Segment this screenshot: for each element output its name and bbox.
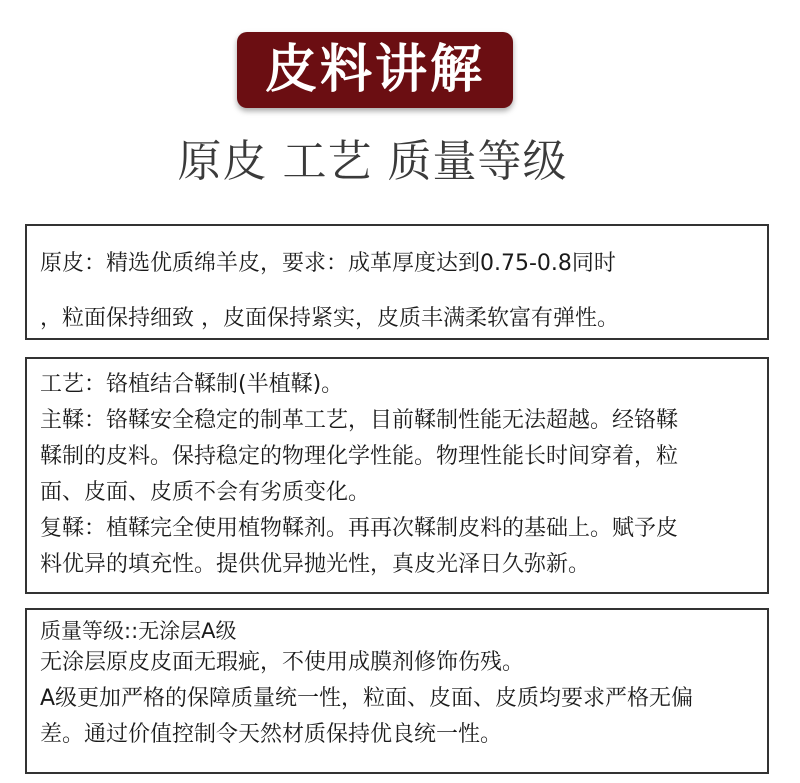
grade-line-2: 无涂层原皮皮面无瑕疵，不使用成膜剂修饰伤残。	[40, 650, 525, 675]
raw-leather-panel	[25, 224, 769, 340]
craft-line-3: 鞣制的皮料。保持稳定的物理化学性能。物理性能长时间穿着，粒	[40, 444, 679, 469]
grade-panel	[25, 608, 769, 774]
grade-line-4: 差。通过价值控制令天然材质保持优良统一性。	[40, 722, 503, 747]
craft-line-2: 主鞣：铬鞣安全稳定的制革工艺，目前鞣制性能无法超越。经铬鞣	[40, 408, 679, 433]
craft-line-5: 复鞣：植鞣完全使用植物鞣剂。再再次鞣制皮料的基础上。赋予皮	[40, 516, 679, 541]
raw-leather-line-1: 原皮：精选优质绵羊皮，要求：成革厚度达到0.75-0.8同时	[40, 251, 616, 276]
grade-line-1: 质量等级::无涂层A级	[40, 619, 237, 643]
page-title: 皮料讲解	[264, 40, 485, 100]
craft-line-1: 工艺：铬植结合鞣制(半植鞣)。	[40, 372, 344, 397]
craft-line-6: 料优异的填充性。提供优异抛光性，真皮光泽日久弥新。	[40, 552, 591, 577]
title-badge	[237, 32, 513, 108]
craft-line-4: 面、皮面、皮质不会有劣质变化。	[40, 480, 371, 505]
raw-leather-line-2: ，粒面保持细致 ，皮面保持紧实，皮质丰满柔软富有弹性。	[40, 306, 619, 331]
grade-line-3: A级更加严格的保障质量统一性，粒面、皮面、皮质均要求严格无偏	[40, 686, 694, 711]
page-subtitle: 原皮 工艺 质量等级	[177, 136, 568, 187]
craft-panel	[25, 357, 769, 594]
